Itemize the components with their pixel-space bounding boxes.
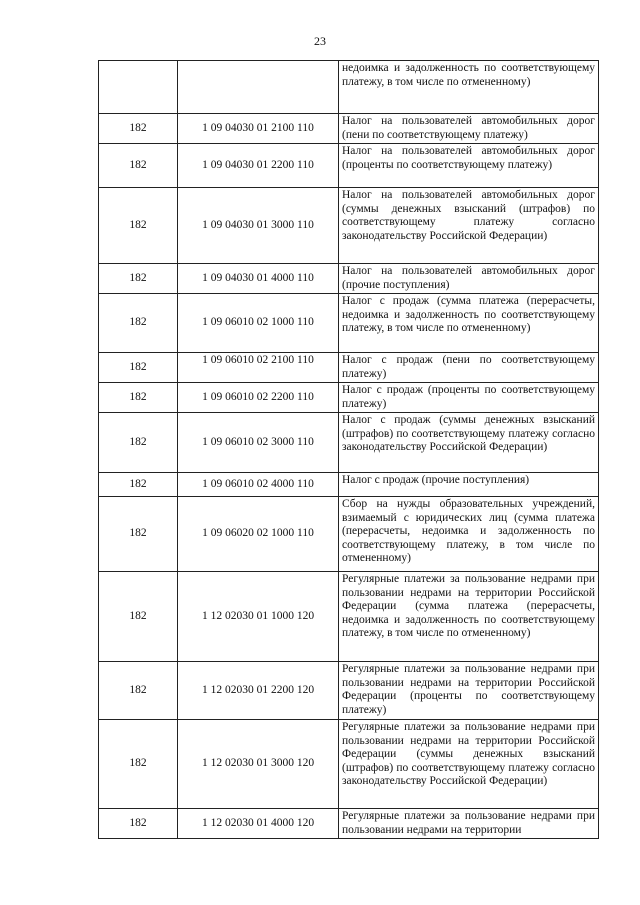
admin-code-cell: 182	[99, 188, 178, 264]
table-row	[99, 144, 599, 188]
admin-code-cell: 182	[99, 294, 178, 353]
table-row	[99, 473, 599, 497]
admin-code-cell: 182	[99, 662, 178, 720]
table-row	[99, 809, 599, 839]
table-row	[99, 188, 599, 264]
admin-code-cell: 182	[99, 144, 178, 188]
revenue-codes-table	[98, 60, 599, 839]
table-row	[99, 294, 599, 353]
table-row	[99, 413, 599, 473]
admin-code-cell: 182	[99, 720, 178, 809]
revenue-name-cell: Регулярные платежи за пользование недрами при пользовании недрами на территории Российской Федерации (сумма платежа (перерасчеты, недоимка и задолженность по соответствующему платежу, в том числе по отмененному)	[339, 572, 599, 662]
revenue-code-cell: 1 09 06010 02 3000 110	[178, 413, 339, 473]
revenue-name-cell: Налог с продаж (сумма платежа (перерасчеты, недоимка и задолженность по соответствующему платежу, в том числе по отмененному)	[339, 294, 599, 353]
revenue-name-cell: недоимка и задолженность по соответствующему платежу, в том числе по отмененному)	[339, 61, 599, 114]
table-row	[99, 61, 599, 114]
revenue-name-cell: Регулярные платежи за пользование недрами при пользовании недрами на территории Российской Федерации (проценты по соответствующему платежу)	[339, 662, 599, 720]
table-row	[99, 662, 599, 720]
admin-code-cell: 182	[99, 383, 178, 413]
revenue-code-cell: 1 09 04030 01 3000 110	[178, 188, 339, 264]
revenue-code-cell: 1 09 04030 01 4000 110	[178, 264, 339, 294]
revenue-name-cell: Регулярные платежи за пользование недрами при пользовании недрами на территории	[339, 809, 599, 839]
revenue-code-cell: 1 09 06010 02 2100 110	[178, 353, 339, 383]
admin-code-cell: 182	[99, 413, 178, 473]
admin-code-cell: 182	[99, 114, 178, 144]
revenue-name-cell: Налог с продаж (прочие поступления)	[339, 473, 599, 497]
revenue-name-cell: Сбор на нужды образовательных учреждений, взимаемый с юридических лиц (сумма платежа (перерасчеты, недоимка и задолженность по соответствующему платежу, в том числе по отмененному)	[339, 497, 599, 572]
revenue-name-cell: Налог на пользователей автомобильных дорог (проценты по соответствующему платежу)	[339, 144, 599, 188]
table-row	[99, 264, 599, 294]
table-row	[99, 353, 599, 383]
revenue-name-cell: Налог с продаж (суммы денежных взысканий (штрафов) по соответствующему платежу согласно законодательству Российской Федерации)	[339, 413, 599, 473]
revenue-code-cell: 1 09 06010 02 2200 110	[178, 383, 339, 413]
revenue-code-cell: 1 09 06010 02 1000 110	[178, 294, 339, 353]
revenue-code-cell: 1 12 02030 01 2200 120	[178, 662, 339, 720]
revenue-name-cell: Налог на пользователей автомобильных дорог (пени по соответствующему платежу)	[339, 114, 599, 144]
revenue-code-cell	[178, 61, 339, 114]
admin-code-cell	[99, 61, 178, 114]
table-row	[99, 572, 599, 662]
revenue-name-cell: Налог на пользователей автомобильных дорог (суммы денежных взысканий (штрафов) по соответствующему платежу согласно законодательству Российской Федерации)	[339, 188, 599, 264]
revenue-code-cell: 1 09 04030 01 2100 110	[178, 114, 339, 144]
revenue-name-cell: Налог с продаж (проценты по соответствующему платежу)	[339, 383, 599, 413]
table-row	[99, 383, 599, 413]
admin-code-cell: 182	[99, 264, 178, 294]
revenue-code-cell: 1 09 06010 02 4000 110	[178, 473, 339, 497]
admin-code-cell: 182	[99, 497, 178, 572]
revenue-code-cell: 1 12 02030 01 1000 120	[178, 572, 339, 662]
admin-code-cell: 182	[99, 353, 178, 383]
revenue-name-cell: Регулярные платежи за пользование недрами при пользовании недрами на территории Российской Федерации (суммы денежных взысканий (штрафов) по соответствующему платежу согласно законодательству Российской Федерации)	[339, 720, 599, 809]
table-row	[99, 114, 599, 144]
table-row	[99, 497, 599, 572]
revenue-code-cell: 1 12 02030 01 4000 120	[178, 809, 339, 839]
admin-code-cell: 182	[99, 809, 178, 839]
admin-code-cell: 182	[99, 473, 178, 497]
revenue-code-cell: 1 12 02030 01 3000 120	[178, 720, 339, 809]
revenue-code-cell: 1 09 06020 02 1000 110	[178, 497, 339, 572]
revenue-name-cell: Налог на пользователей автомобильных дорог (прочие поступления)	[339, 264, 599, 294]
table-row	[99, 720, 599, 809]
revenue-name-cell: Налог с продаж (пени по соответствующему платежу)	[339, 353, 599, 383]
revenue-code-cell: 1 09 04030 01 2200 110	[178, 144, 339, 188]
admin-code-cell: 182	[99, 572, 178, 662]
page-number: 23	[314, 34, 326, 48]
